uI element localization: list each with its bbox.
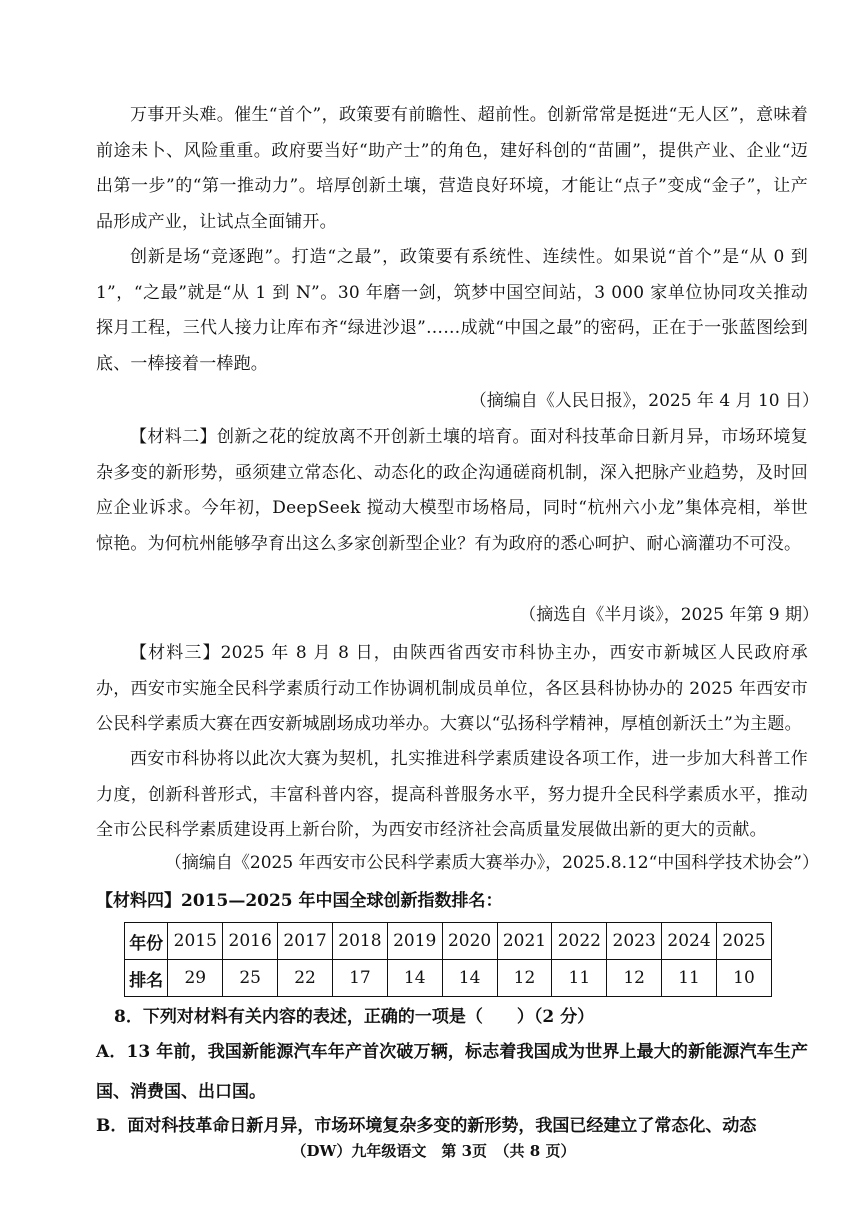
table-cell: 17 [332,960,387,997]
table-cell: 2024 [662,923,717,960]
table-cell: 11 [552,960,607,997]
material-four-heading: 【材料四】2015—2025 年中国全球创新指数排名： [96,891,503,911]
table-cell: 2025 [716,923,771,960]
table-cell: 12 [497,960,552,997]
question-8-option-b: B．面对科技革命日新月异，市场环境复杂多变的新形势，我国已经建立了常态化、动态 [96,1116,757,1136]
table-cell: 2021 [497,923,552,960]
table-row-years [125,923,772,960]
page-footer: （DW）九年级语文 第 3页 （共 8 页） [291,1142,576,1160]
table-header-year: 年份 [125,923,168,960]
table-cell: 11 [662,960,717,997]
paragraph-innovation-race: 创新是场“竞逐跑”。打造“之最”，政策要有系统性、连续性。如果说“首个”是“从 0 到 1”，“之最”就是“从 1 到 N”。30 年磨一剑，筑梦中国空间站，3 000 家单位协同攻关推动探月工程，三代人接力让库布齐“绿进沙退”……成就“中国之最”的密码，正在于一张蓝图绘到底、一棒接着一棒跑。 [96,247,808,374]
paragraph-first-innovation: 万事开头难。催生“首个”，政策要有前瞻性、超前性。创新常常是挺进“无人区”，意味着前途未卜、风险重重。政府要当好“助产士”的角色，建好科创的“苗圃”，提供产业、企业“迈出第一步”的“第一推动力”。培厚创新土壤，营造良好环境，才能让“点子”变成“金子”，让产品形成产业，让试点全面铺开。 [96,105,808,232]
question-8-option-a: A．13 年前，我国新能源汽车年产首次破万辆，标志着我国成为世界上最大的新能源汽车生产国、消费国、出口国。 [96,1042,808,1102]
table-cell: 25 [223,960,278,997]
source-citation-1: （摘编自《人民日报》，2025 年 4 月 10 日） [469,391,819,411]
innovation-rank-table [124,922,772,997]
table-cell: 29 [168,960,223,997]
table-cell: 2015 [168,923,223,960]
paragraph-material-three: 【材料三】2025 年 8 月 8 日，由陕西省西安市科协主办，西安市新城区人民政府承办，西安市实施全民科学素质行动工作协调机制成员单位，各区县科协协办的 2025 年西安市公民科学素质大赛在西安新城剧场成功举办。大赛以“弘扬科学精神，厚植创新沃土”为主题。 [96,643,808,734]
table-cell: 2020 [442,923,497,960]
table-row-ranks [125,960,772,997]
source-citation-2: （摘选自《半月谈》，2025 年第 9 期） [519,605,819,625]
table-header-rank: 排名 [125,960,168,997]
table-cell: 10 [716,960,771,997]
table-cell: 22 [278,960,333,997]
table-cell: 14 [387,960,442,997]
table-cell: 14 [442,960,497,997]
table-cell: 2022 [552,923,607,960]
source-citation-3: （摘编自《2025 年西安市公民科学素质大赛举办》，2025.8.12“中国科学技术协会”） [164,853,819,873]
paragraph-material-three-cont: 西安市科协将以此次大赛为契机，扎实推进科学素质建设各项工作，进一步加大科普工作力度，创新科普形式，丰富科普内容，提高科普服务水平，努力提升全民科学素质水平，推动全市公民科学素质建设再上新台阶，为西安市经济社会高质量发展做出新的更大的贡献。 [96,749,808,840]
table-cell: 2016 [223,923,278,960]
table-cell: 2017 [278,923,333,960]
table-cell: 2018 [332,923,387,960]
table-cell: 12 [607,960,662,997]
paragraph-material-two: 【材料二】创新之花的绽放离不开创新土壤的培育。面对科技革命日新月异，市场环境复杂多变的新形势，亟须建立常态化、动态化的政企沟通磋商机制，深入把脉产业趋势，及时回应企业诉求。今年初，DeepSeek 搅动大模型市场格局，同时“杭州六小龙”集体亮相，举世惊艳。为何杭州能够孕育出这么多家创新型企业？有为政府的悉心呵护、耐心滴灌功不可没。 [96,427,808,554]
table-cell: 2023 [607,923,662,960]
table-cell: 2019 [387,923,442,960]
question-8-stem: 8．下列对材料有关内容的表述，正确的一项是（ ）（2 分） [114,1007,595,1027]
